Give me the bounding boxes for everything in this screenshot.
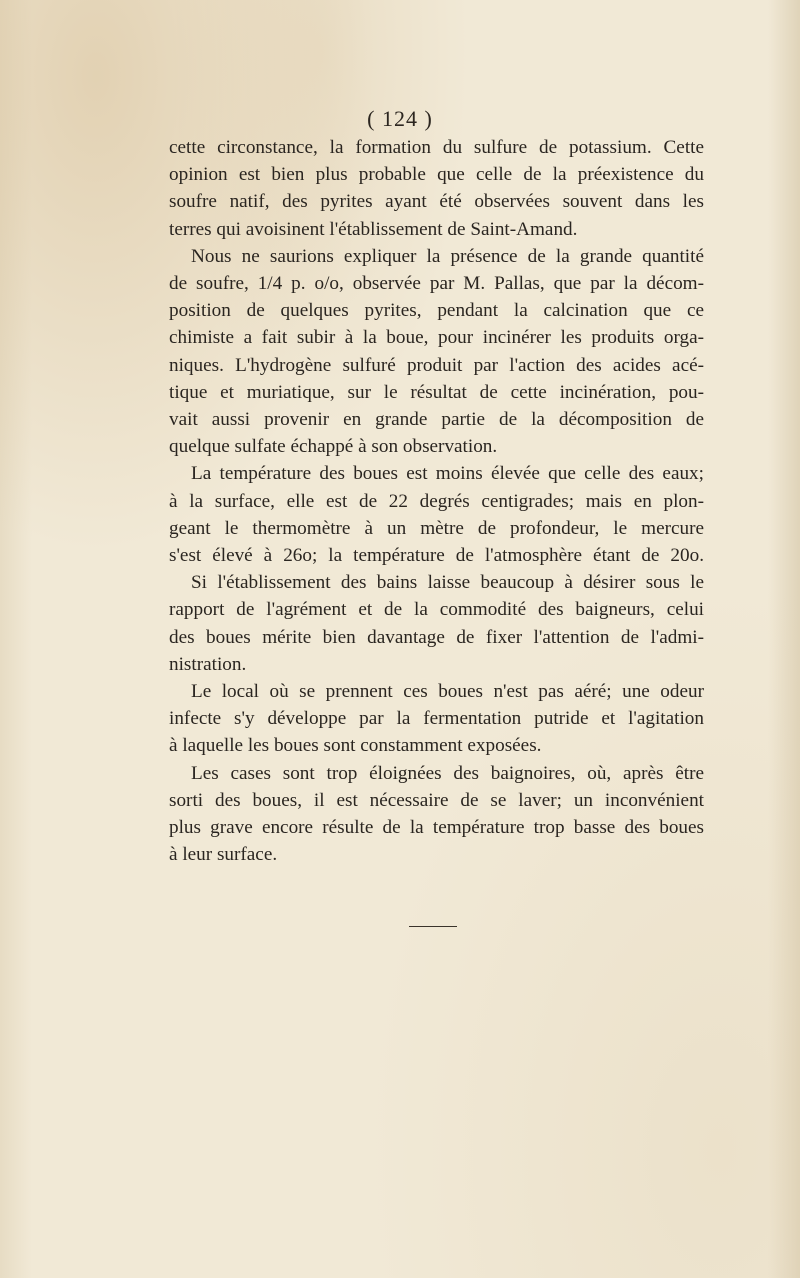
text-line: à la surface, elle est de 22 degrés centigrades; mais en plon- xyxy=(169,490,704,512)
text-line: des boues mérite bien davantage de fixer l'attention de l'admi- xyxy=(169,626,704,648)
text-line: à leur surface. xyxy=(169,844,278,866)
text-line: sorti des boues, il est nécessaire de se laver; un inconvénient xyxy=(169,789,704,811)
text-line: plus grave encore résulte de la température trop basse des boues xyxy=(169,817,704,839)
text-line: s'est élevé à 26o; la température de l'atmosphère étant de 20o. xyxy=(169,545,704,567)
page-number: ( 124 ) xyxy=(367,106,433,131)
text-line: niques. L'hydrogène sulfuré produit par l'action des acides acé- xyxy=(169,354,704,376)
text-line: tique et muriatique, sur le résultat de cette incinération, pou- xyxy=(169,381,704,403)
text-line: cette circonstance, la formation du sulfure de potassium. Cette xyxy=(169,137,704,158)
paragraph-2 xyxy=(169,243,704,461)
text-line: chimiste a fait subir à la boue, pour incinérer les produits orga- xyxy=(169,327,704,349)
text-line: Le local où se prennent ces boues n'est pas aéré; une odeur xyxy=(191,681,704,703)
body-text xyxy=(169,134,704,868)
text-line: Nous ne saurions expliquer la présence de la grande quantité xyxy=(191,245,704,267)
text-line: à laquelle les boues sont constamment exposées. xyxy=(169,735,542,757)
text-line: quelque sulfate échappé à son observation. xyxy=(169,436,498,458)
text-line: Si l'établissement des bains laisse beaucoup à désirer sous le xyxy=(191,572,704,594)
text-line: nistration. xyxy=(169,653,247,675)
text-line: vait aussi provenir en grande partie de la décomposition de xyxy=(169,409,704,431)
text-line: infecte s'y développe par la fermentation putride et l'agitation xyxy=(169,708,704,730)
text-line: Les cases sont trop éloignées des baignoires, où, après être xyxy=(191,762,704,784)
text-line: position de quelques pyrites, pendant la calcination que ce xyxy=(169,300,704,322)
paragraph-6 xyxy=(169,760,704,869)
end-rule xyxy=(409,926,457,927)
text-line: opinion est bien plus probable que celle de la préexistence du xyxy=(169,164,704,186)
text-line: geant le thermomètre à un mètre de profondeur, le mercure xyxy=(169,517,704,539)
paragraph-4 xyxy=(169,569,704,678)
text-line: La température des boues est moins élevée que celle des eaux; xyxy=(191,463,704,485)
paragraph-3 xyxy=(169,460,704,569)
paragraph-1 xyxy=(169,134,704,243)
text-line: soufre natif, des pyrites ayant été observées souvent dans les xyxy=(169,191,704,213)
text-line: terres qui avoisinent l'établissement de Saint-Amand. xyxy=(169,218,578,240)
text-line: rapport de l'agrément et de la commodité des baigneurs, celui xyxy=(169,599,704,621)
paragraph-5 xyxy=(169,678,704,760)
text-line: de soufre, 1/4 p. o/o, observée par M. Pallas, que par la décom- xyxy=(169,273,704,295)
